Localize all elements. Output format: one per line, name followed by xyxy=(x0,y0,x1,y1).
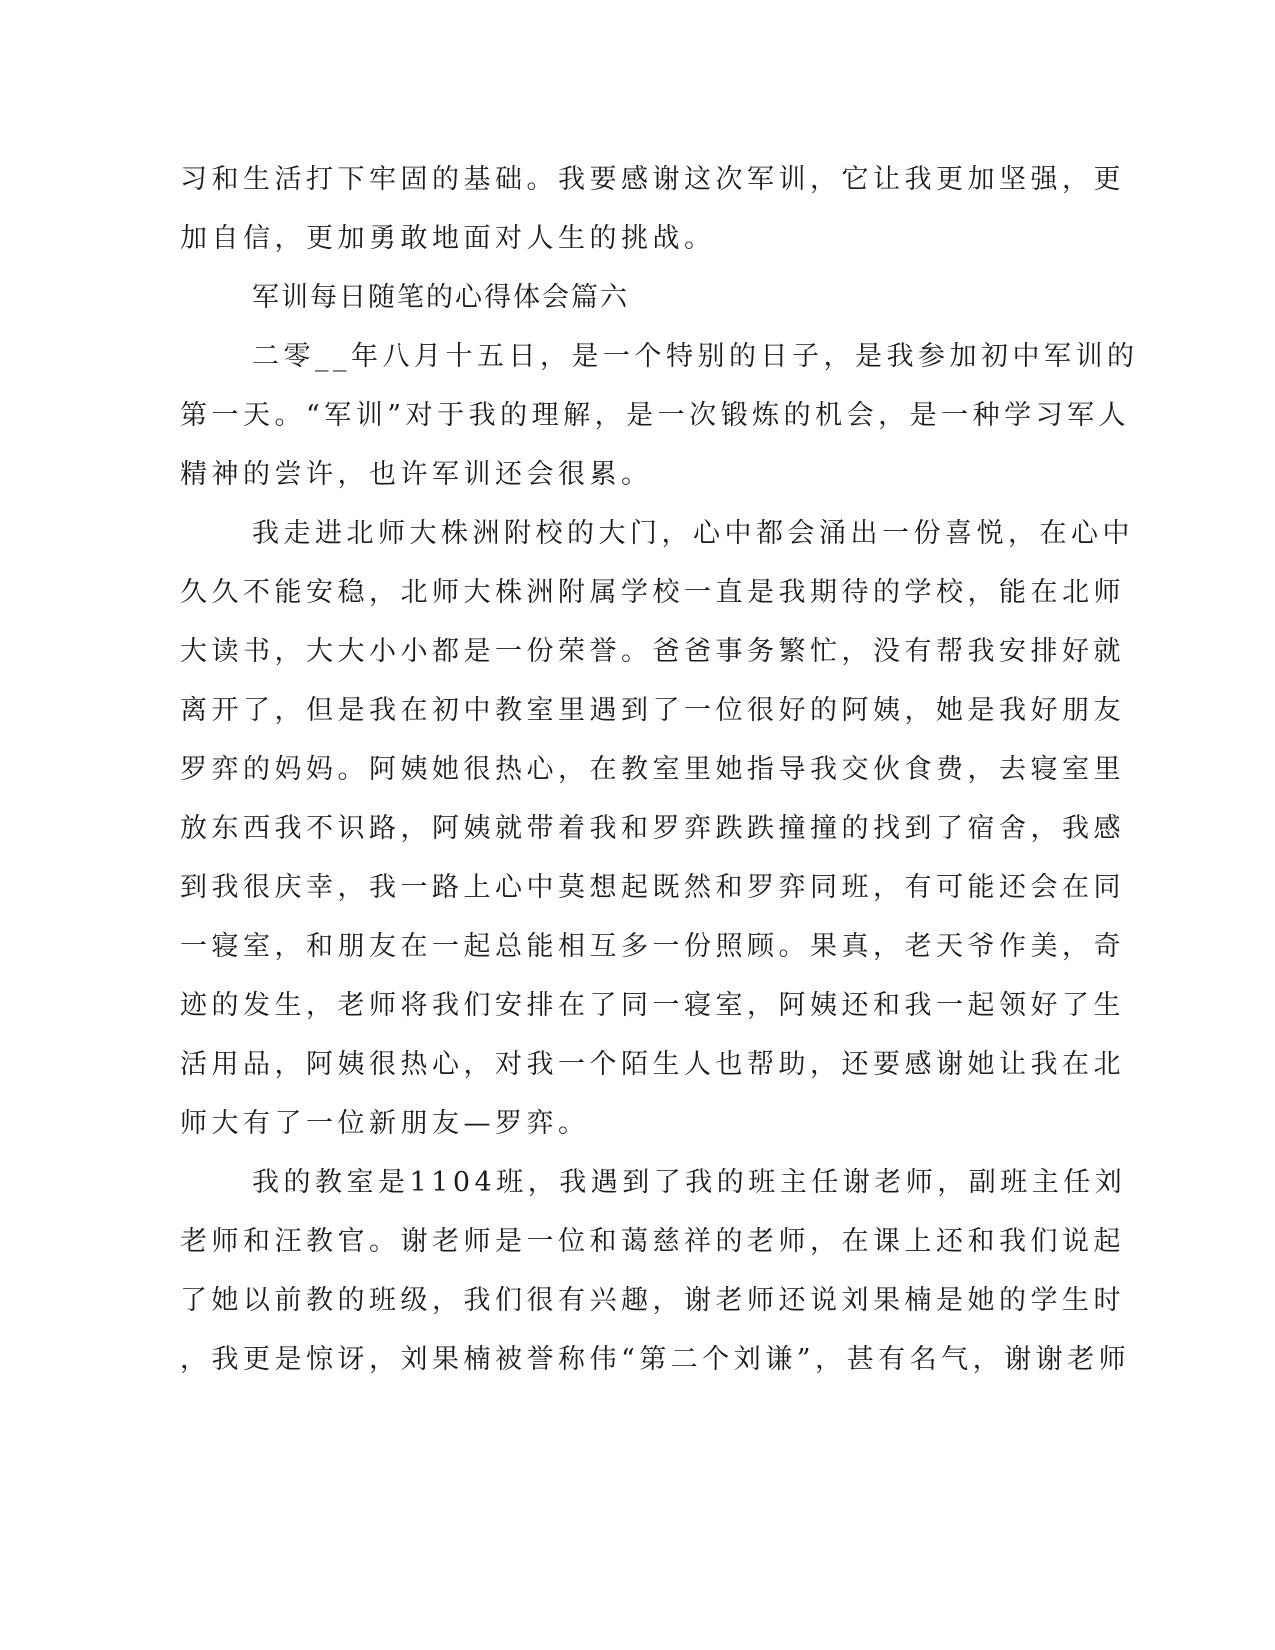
text-line: 第一天。“军训”对于我的理解，是一次锻炼的机会，是一种学习军人 xyxy=(180,400,1131,431)
text-line: 精神的尝许，也许军训还会很累。 xyxy=(180,459,653,490)
paragraph-first-line: 我的教室是1104班，我遇到了我的班主任谢老师，副班主任刘 xyxy=(252,1167,1127,1198)
text-line: ，我更是惊讶，刘果楠被誉称伟“第二个刘谦”，甚有名气，谢谢老师 xyxy=(180,1344,1131,1375)
text-line: 大读书，大大小小都是一份荣誉。爸爸事务繁忙，没有帮我安排好就 xyxy=(180,636,1125,667)
text-line: 迹的发生，老师将我们安排在了同一寝室，阿姨还和我一起领好了生 xyxy=(180,990,1125,1021)
text-line: 加自信，更加勇敢地面对人生的挑战。 xyxy=(180,223,716,254)
document-body xyxy=(180,150,1139,1389)
text-line: 了她以前教的班级，我们很有兴趣，谢老师还说刘果楠是她的学生时 xyxy=(180,1285,1125,1316)
text-line: 久久不能安稳，北师大株洲附属学校一直是我期待的学校，能在北师 xyxy=(180,577,1125,608)
text-line: 习和生活打下牢固的基础。我要感谢这次军训，它让我更加坚强，更 xyxy=(180,164,1125,195)
text-line: 师大有了一位新朋友—罗弈。 xyxy=(180,1108,590,1139)
paragraph-first-line: 二零__年八月十五日，是一个特别的日子，是我参加初中军训的 xyxy=(252,341,1139,372)
section-heading: 军训每日随笔的心得体会篇六 xyxy=(252,282,629,313)
text-line: 一寝室，和朋友在一起总能相互多一份照顾。果真，老天爷作美，奇 xyxy=(180,931,1125,962)
text-line: 活用品，阿姨很热心，对我一个陌生人也帮助，还要感谢她让我在北 xyxy=(180,1049,1125,1080)
text-line: 放东西我不识路，阿姨就带着我和罗弈跌跌撞撞的找到了宿舍，我感 xyxy=(180,813,1125,844)
text-line: 老师和汪教官。谢老师是一位和蔼慈祥的老师，在课上还和我们说起 xyxy=(180,1226,1125,1257)
paragraph-first-line: 我走进北师大株洲附校的大门，心中都会涌出一份喜悦，在心中 xyxy=(252,518,1134,549)
text-line: 到我很庆幸，我一路上心中莫想起既然和罗弈同班，有可能还会在同 xyxy=(180,872,1125,903)
text-line: 罗弈的妈妈。阿姨她很热心，在教室里她指导我交伙食费，去寝室里 xyxy=(180,754,1125,785)
text-line: 离开了，但是我在初中教室里遇到了一位很好的阿姨，她是我好朋友 xyxy=(180,695,1125,726)
